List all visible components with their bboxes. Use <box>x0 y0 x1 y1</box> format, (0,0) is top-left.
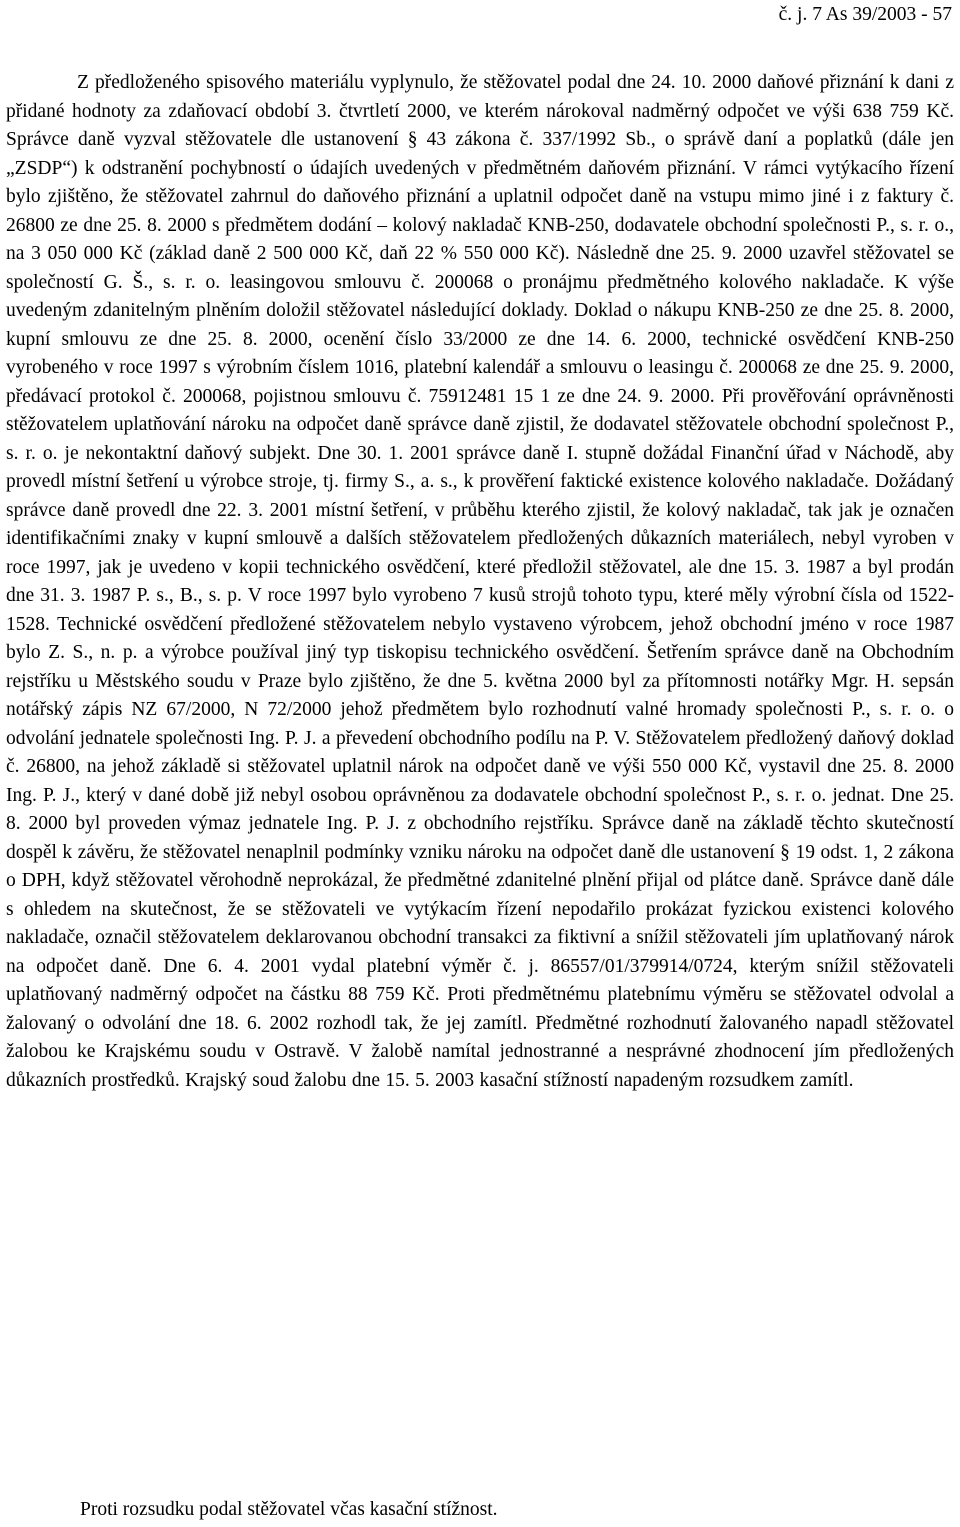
closing-line: Proti rozsudku podal stěžovatel včas kasační stížnost. <box>80 1499 498 1520</box>
case-number: č. j. 7 As 39/2003 - 57 <box>778 4 952 25</box>
document-body <box>6 69 954 1095</box>
paragraph-facts: Z předloženého spisového materiálu vyplynulo, že stěžovatel podal dne 24. 10. 2000 daňové přiznání k dani z přidané hodnoty za zdaňovací období 3. čtvrtletí 2000, ve kterém nárokoval nadměrný odpočet ve výši 638 759 Kč. Správce daně vyzval stěžovatele dle ustanovení § 43 zákona č. 337/1992 Sb., o správě daní a poplatků (dále jen „ZSDP“) k odstranění pochybností o údajích uvedených v předmětném daňovém přiznání. V rámci vytýkacího řízení bylo zjištěno, že stěžovatel zahrnul do daňového přiznání a uplatnil odpočet daně na vstupu mimo jiné i z faktury č. 26800 ze dne 25. 8. 2000 s předmětem dodání – kolový nakladač KNB-250, dodavatele obchodní společnosti P., s. r. o., na 3 050 000 Kč (základ daně 2 500 000 Kč, daň 22 % 550 000 Kč). Následně dne 25. 9. 2000 uzavřel stěžovatel se společností G. Š., s. r. o. leasingovou smlouvu č. 200068 o pronájmu předmětného kolového nakladače. K výše uvedeným zdanitelným plněním doložil stěžovatel následující doklady. Doklad o nákupu KNB-250 ze dne 25. 8. 2000, kupní smlouvu ze dne 25. 8. 2000, ocenění číslo 33/2000 ze dne 14. 6. 2000, technické osvědčení KNB-250 vyrobeného v roce 1997 s výrobním číslem 1016, platební kalendář a smlouvu o leasingu č. 200068 ze dne 25. 9. 2000, předávací protokol č. 200068, pojistnou smlouvu č. 75912481 15 1 ze dne 24. 9. 2000. Při prověřování oprávněnosti stěžovatelem uplatňování nároku na odpočet daně správce daně zjistil, že dodavatel stěžovatele obchodní společnost P., s. r. o. je nekontaktní daňový subjekt. Dne 30. 1. 2001 správce daně I. stupně dožádal Finanční úřad v Náchodě, aby provedl místní šetření u výrobce stroje, tj. firmy S., a. s., k prověření faktické existence kolového nakladače. Dožádaný správce daně provedl dne 22. 3. 2001 místní šetření, v průběhu kterého zjistil, že kolový nakladač, tak jak je označen identifikačními znaky v kupní smlouvě a dalších stěžovatelem předložených důkazních materiálech, nebyl vyroben v roce 1997, jak je uvedeno v kopii technického osvědčení, které předložil stěžovatel, ale dne 15. 3. 1987 a byl prodán dne 31. 3. 1987 P. s., B., s. p. V roce 1997 bylo vyrobeno 7 kusů strojů tohoto typu, které měly výrobní čísla od 1522-1528. Technické osvědčení předložené stěžovatelem nebylo vystaveno výrobcem, jehož obchodní jméno v roce 1987 bylo Z. S., n. p. a výrobce používal jiný typ tiskopisu technického osvědčení. Šetřením správce daně na Obchodním rejstříku u Městského soudu v Praze bylo zjištěno, že dne 5. května 2000 byl za přítomnosti notářky Mgr. H. sepsán notářský zápis NZ 67/2000, N 72/2000 jehož předmětem bylo rozhodnutí valné hromady společnosti P., s. r. o. o odvolání jednatele společnosti Ing. P. J. a převedení obchodního podílu na P. V. Stěžovatelem předložený daňový doklad č. 26800, na jehož základě si stěžovatel uplatnil nárok na odpočet daně ve výši 550 000 Kč, vystavil dne 25. 8. 2000 Ing. P. J., který v dané době již nebyl osobou oprávněnou za dodavatele obchodní společnost P., s. r. o. jednat. Dne 25. 8. 2000 byl proveden výmaz jednatele Ing. P. J. z obchodního rejstříku. Správce daně na základě těchto skutečností dospěl k závěru, že stěžovatel nenaplnil podmínky vzniku nároku na odpočet daně dle ustanovení § 19 odst. 1, 2 zákona o DPH, když stěžovatel věrohodně neprokázal, že předmětné zdanitelné plnění přijal od plátce daně. Správce daně dále s ohledem na skutečnost, že se stěžovateli ve vytýkacím řízení nepodařilo prokázat fyzickou existenci kolového nakladače, označil stěžovatelem deklarovanou obchodní transakci za fiktivní a snížil stěžovateli jím uplatňovaný nárok na odpočet daně. Dne 6. 4. 2001 vydal platební výměr č. j. 86557/01/379914/0724, kterým snížil stěžovateli uplatňovaný nadměrný odpočet na částku 88 759 Kč. Proti předmětnému platebnímu výměru se stěžovatel odvolal a žalovaný o odvolání dne 18. 6. 2002 rozhodl tak, že jej zamítl. Předmětné rozhodnutí žalovaného napadl stěžovatel žalobou ke Krajskému soudu v Ostravě. V žalobě namítal jednostranné a nesprávné zhodnocení jím předložených důkazních prostředků. Krajský soud žalobu dne 15. 5. 2003 kasační stížností napadeným rozsudkem zamítl. <box>6 72 954 1091</box>
